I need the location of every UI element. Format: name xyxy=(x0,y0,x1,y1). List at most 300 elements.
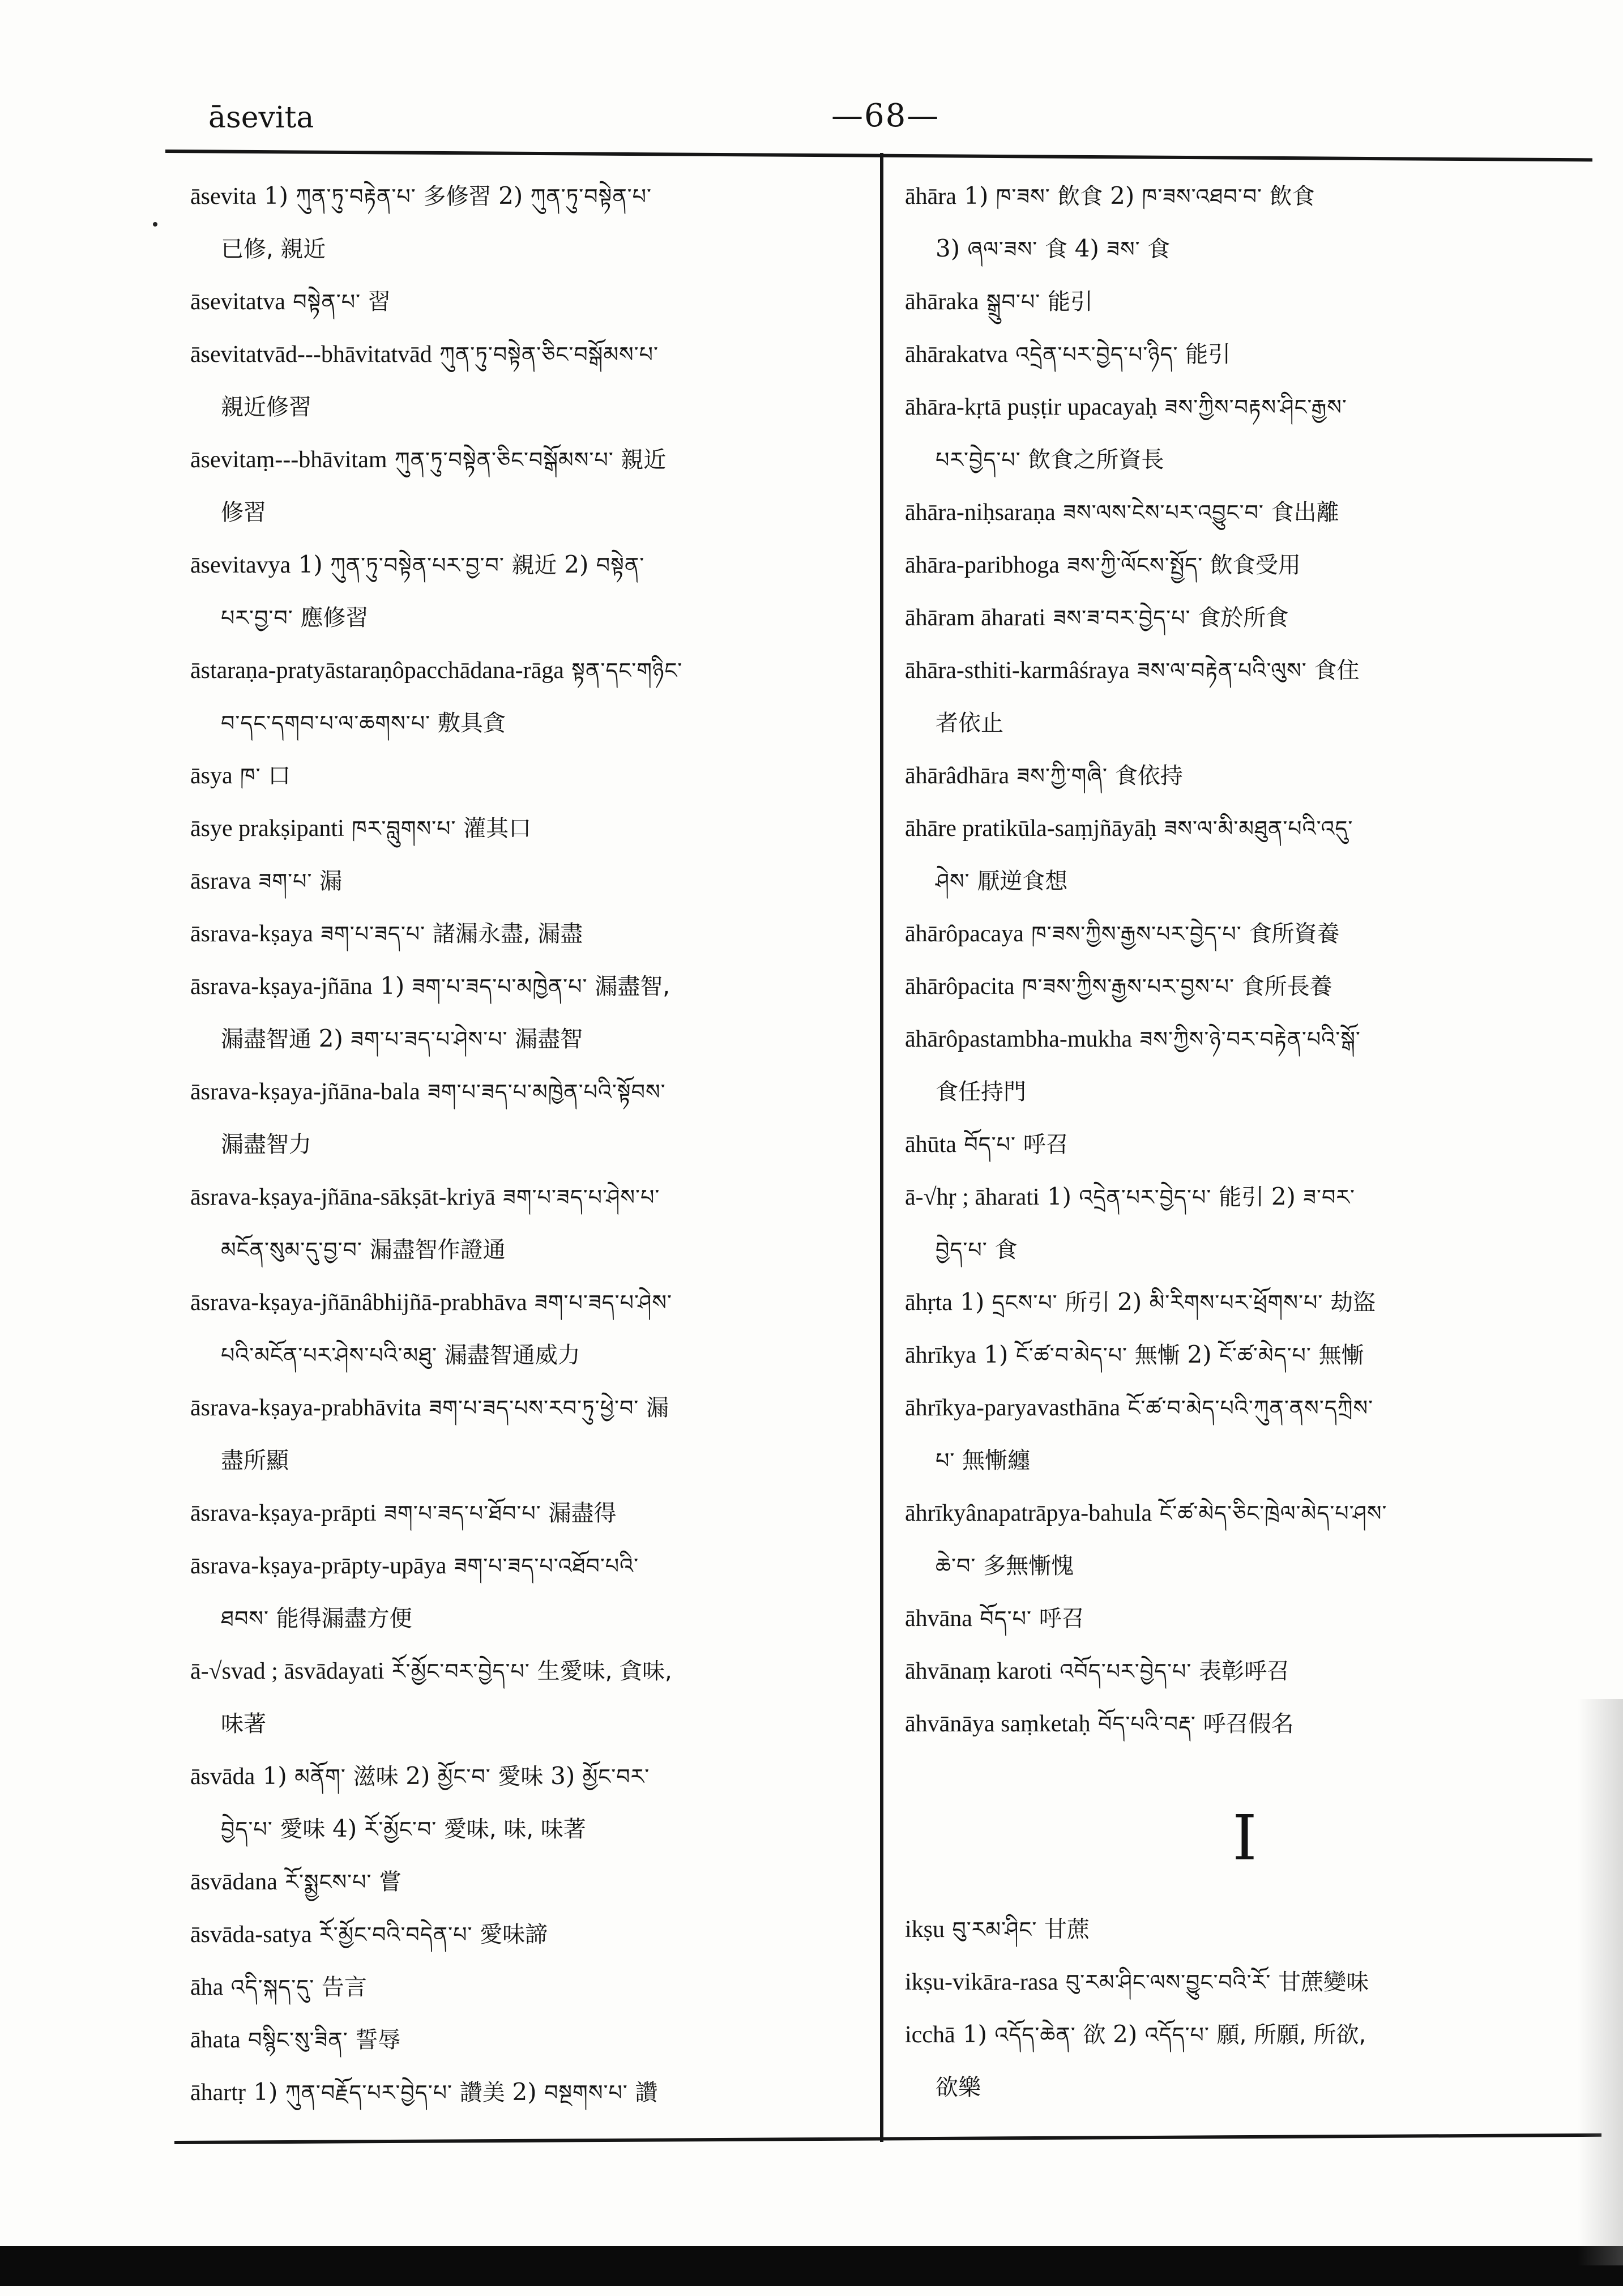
chinese-translation: 劫盜 xyxy=(1323,1290,1376,1316)
dictionary-entry xyxy=(190,749,870,802)
entry-line xyxy=(190,1645,870,1697)
chinese-translation: 漏盡智通威力 xyxy=(437,1342,580,1368)
entry-headword: āhāra xyxy=(905,183,956,210)
entry-headword: āsrava-kṣaya-prabhāvita xyxy=(190,1395,422,1421)
dictionary-entry xyxy=(905,591,1584,644)
dictionary-entry xyxy=(905,1903,1584,1956)
dictionary-entry xyxy=(190,1276,870,1381)
tibetan-equivalent: ཟག་པ་ཟད་པ་ཤེས་པ་ xyxy=(503,1185,660,1210)
entry-line xyxy=(190,170,870,223)
entry-line xyxy=(905,1118,1584,1171)
entry-line xyxy=(190,1171,870,1223)
chinese-translation: 漏盡智, xyxy=(587,974,670,1000)
entry-line xyxy=(190,2066,870,2119)
entry-headword: āsrava-kṣaya-prāpty-upāya xyxy=(190,1553,447,1579)
chinese-translation: 親近修習 xyxy=(221,394,311,420)
dictionary-entry xyxy=(905,644,1584,749)
entry-continuation-line xyxy=(905,433,1584,486)
dictionary-entry xyxy=(905,1381,1584,1487)
chinese-translation: 敷具貪 xyxy=(430,710,506,736)
entry-number: 2) xyxy=(564,550,596,578)
tibetan-equivalent: བོད་པ་ xyxy=(980,1606,1032,1631)
entry-number: 3) xyxy=(550,1762,583,1790)
tibetan-equivalent: ཁ་ xyxy=(240,763,261,788)
tibetan-equivalent: རོ་སྨྱངས་པ་ xyxy=(285,1870,372,1894)
entry-number xyxy=(344,814,352,842)
chinese-translation: 漏盡智 xyxy=(507,1026,583,1052)
tibetan-equivalent: ངོ་ཚ་མེད་པ་ xyxy=(1219,1343,1312,1368)
dictionary-entry xyxy=(190,802,870,855)
entry-headword: āsrava-kṣaya-jñānâbhijñā-prabhāva xyxy=(190,1290,527,1316)
tibetan-equivalent: ཟས་ཀྱི་གཞི་ xyxy=(1016,763,1108,788)
entry-number xyxy=(1008,340,1015,368)
chinese-translation: 食依持 xyxy=(1108,763,1183,789)
entry-line xyxy=(905,802,1584,855)
entry-headword: āhārôpastambha-mukha xyxy=(905,1026,1133,1052)
entry-line xyxy=(905,170,1584,223)
entry-line xyxy=(905,1171,1584,1223)
tibetan-equivalent: ཟས་ཟ་བར་བྱེད་པ་ xyxy=(1053,605,1191,630)
entry-headword: āsevitavya xyxy=(190,552,291,578)
entry-number: 1) xyxy=(256,182,296,210)
scan-edge-shadow xyxy=(1578,1699,1623,2265)
entry-continuation-line xyxy=(190,1118,870,1171)
dictionary-entry xyxy=(190,1645,870,1750)
entry-continuation-line xyxy=(190,1013,870,1065)
tibetan-equivalent: རོ་མྱོང་བ་ xyxy=(364,1817,437,1842)
entry-number: 1) xyxy=(956,182,996,210)
tibetan-equivalent: བུ་རམ་ཤིང་ལས་བྱུང་བའི་རོ་ xyxy=(1065,1970,1271,1995)
tibetan-equivalent: ཟས་ཀྱིས་ཉེ་བར་བརྟེན་པའི་སྒོ་ xyxy=(1139,1027,1361,1052)
entry-number: 4) xyxy=(1074,234,1107,262)
dictionary-entry xyxy=(190,855,870,907)
chinese-translation: 應修習 xyxy=(293,605,369,631)
chinese-translation: 已修, 親近 xyxy=(221,236,326,262)
entry-number xyxy=(233,761,240,789)
entry-continuation-line xyxy=(190,697,870,749)
entry-number xyxy=(1120,1393,1127,1421)
tibetan-equivalent: ཟས་ཀྱི་ལོངས་སྤྱོད་ xyxy=(1067,553,1203,578)
dictionary-entry xyxy=(905,1329,1584,1381)
entry-number: 4) xyxy=(332,1815,365,1842)
entry-headword: āhvānāya saṃketaḥ xyxy=(905,1711,1091,1737)
chinese-translation: 飲食 xyxy=(1050,183,1111,210)
entry-number: 1) xyxy=(291,550,331,578)
dictionary-entry xyxy=(905,170,1584,275)
entry-number xyxy=(972,1604,980,1632)
entry-number xyxy=(385,1657,392,1684)
page-number: —68— xyxy=(831,97,940,134)
entry-line xyxy=(190,1750,870,1803)
chinese-translation: 多修習 xyxy=(416,183,499,210)
dictionary-entry xyxy=(190,275,870,328)
entry-headword: āhrīkyânapatrāpya-bahula xyxy=(905,1500,1152,1526)
chinese-translation: 無慚 xyxy=(1127,1342,1188,1368)
tibetan-equivalent: ཟས་ xyxy=(1107,237,1141,262)
tibetan-equivalent: འདྲེན་པར་བྱེད་པ་ xyxy=(1079,1185,1212,1210)
entry-headword: āsevitatvād---bhāvitatvād xyxy=(190,342,432,368)
chinese-translation: 食所資養 xyxy=(1241,921,1340,947)
dictionary-entry xyxy=(190,1487,870,1539)
entry-number xyxy=(446,1551,454,1579)
entry-continuation-line xyxy=(190,1803,870,1855)
tibetan-equivalent: མངོན་སུམ་དུ་བྱ་བ་ xyxy=(221,1237,362,1262)
tibetan-equivalent: བུ་རམ་ཤིང་ xyxy=(952,1917,1037,1942)
tibetan-equivalent: ཁ་ཟས་ཀྱིས་རྒྱས་པར་བྱེད་པ་ xyxy=(1031,921,1242,946)
entry-number: 2) xyxy=(512,2078,544,2106)
dictionary-entry xyxy=(190,1855,870,1908)
dictionary-entry xyxy=(905,2008,1584,2114)
entry-headword: āhartṛ xyxy=(190,2080,246,2106)
entry-number xyxy=(1132,1025,1139,1052)
chinese-translation: 呼召 xyxy=(1031,1606,1084,1632)
tibetan-equivalent: ཟས་ལ་བརྟེན་པའི་ལུས་ xyxy=(1137,658,1307,683)
entry-line xyxy=(905,1592,1584,1645)
entry-headword: āsevita xyxy=(190,183,257,210)
tibetan-equivalent: འདི་སྐད་དུ་ xyxy=(230,1975,315,2000)
chinese-translation: 厭逆食想 xyxy=(969,868,1068,894)
entry-headword: āsvāda-satya xyxy=(190,1922,312,1948)
entry-headword: āsrava xyxy=(190,868,251,894)
entry-number: 2) xyxy=(1110,182,1142,210)
tibetan-equivalent: བསྟེན་པ་ xyxy=(293,289,361,314)
chinese-translation: 親近 xyxy=(504,552,565,578)
entry-number xyxy=(223,1973,230,2000)
chinese-translation: 能引 xyxy=(1211,1184,1271,1210)
entry-headword: āhvāna xyxy=(905,1606,972,1632)
chinese-translation: 呼召假名 xyxy=(1195,1711,1294,1737)
entry-number: 3) xyxy=(936,234,968,262)
tibetan-equivalent: ཀུན་ཏུ་བསྟེན་པར་བྱ་བ་ xyxy=(330,553,505,578)
tibetan-equivalent: འདོད་ཆེན་ xyxy=(994,2022,1076,2047)
chinese-translation: 愛味 xyxy=(490,1764,551,1790)
entry-line xyxy=(905,644,1584,697)
dictionary-entry xyxy=(190,1381,870,1487)
chinese-translation: 諸漏永盡, 漏盡 xyxy=(425,921,583,947)
tibetan-equivalent: ཀུན་བརྗོད་པར་བྱེད་པ་ xyxy=(285,2080,453,2105)
entry-headword: āsevitatva xyxy=(190,289,285,315)
chinese-translation: 表彰呼召 xyxy=(1191,1658,1290,1684)
tibetan-equivalent: ངོ་ཚ་མེད་ཅིང་ཁྲེལ་མེད་པ་ཤས་ xyxy=(1159,1501,1387,1526)
entry-number xyxy=(285,287,293,315)
entry-line xyxy=(190,855,870,907)
tibetan-equivalent: རོ་མྱོང་བར་བྱེད་པ་ xyxy=(391,1659,530,1684)
chinese-translation: 食出離 xyxy=(1263,500,1339,526)
entry-number: 2) xyxy=(318,1025,351,1052)
dictionary-entry xyxy=(905,1645,1584,1697)
entry-number: 2) xyxy=(405,1762,438,1790)
tibetan-equivalent: ཟག་པ་ཟད་པ་མཁྱེན་པའི་སྟོབས་ xyxy=(428,1079,666,1104)
entry-headword: āstaraṇa-pratyāstaraṇôpacchādana-rāga xyxy=(190,658,564,684)
chinese-translation: 欲樂 xyxy=(936,2075,981,2101)
entry-continuation-line xyxy=(190,1697,870,1750)
chinese-translation: 漏盡智通 xyxy=(221,1026,319,1052)
entry-headword: āhāra-niḥsaraṇa xyxy=(905,500,1056,526)
entry-line xyxy=(190,644,870,697)
tibetan-equivalent: ཟག་པ་ཟད་པ་འཐོབ་པའི་ xyxy=(454,1554,639,1578)
dictionary-entry xyxy=(905,1171,1584,1276)
entry-headword: āhārôpacaya xyxy=(905,921,1024,947)
tibetan-equivalent: འབོད་པར་བྱེད་པ་ xyxy=(1060,1659,1192,1684)
chinese-translation: 讚美 xyxy=(452,2080,512,2106)
dictionary-entry xyxy=(905,275,1584,328)
tibetan-equivalent: ངོ་ཚ་བ་མེད་པའི་ཀུན་ནས་དཀྲིས་ xyxy=(1127,1395,1374,1420)
dictionary-entry xyxy=(905,1697,1584,1750)
dictionary-entry xyxy=(190,1065,870,1171)
chinese-translation: 飲食 xyxy=(1262,183,1315,210)
entry-number xyxy=(277,1867,285,1895)
chinese-translation: 漏 xyxy=(312,868,343,894)
scan-speck xyxy=(153,222,157,227)
column-divider xyxy=(880,153,883,2142)
entry-line xyxy=(905,539,1584,591)
chinese-translation: 誓辱 xyxy=(348,2027,401,2053)
tibetan-equivalent: བྱེད་པ་ xyxy=(936,1237,988,1262)
tibetan-equivalent: དྲངས་པ་ xyxy=(992,1290,1058,1315)
entry-headword: āhārakatva xyxy=(905,342,1008,368)
tibetan-equivalent: བསྙིང་སུ་ཟིན་ xyxy=(247,2028,348,2052)
entry-continuation-line xyxy=(190,381,870,433)
chinese-translation: 告言 xyxy=(314,1974,367,2000)
dictionary-entry xyxy=(190,2066,870,2119)
entry-headword: āsrava-kṣaya xyxy=(190,921,313,947)
entry-continuation-line xyxy=(905,1434,1584,1487)
entry-headword: āhāraka xyxy=(905,289,979,315)
tibetan-equivalent: བསྔགས་པ་ xyxy=(544,2080,628,2105)
entry-headword: āhāra-paribhoga xyxy=(905,552,1060,578)
entry-line xyxy=(190,1855,870,1908)
tibetan-equivalent: འདྲེན་པར་བྱེད་པ་ཉིད་ xyxy=(1015,342,1178,367)
chinese-translation: 食 xyxy=(1140,236,1171,262)
tibetan-equivalent: བསྟེན་ xyxy=(596,553,645,578)
entry-number xyxy=(1058,1968,1066,1995)
entry-continuation-line xyxy=(905,697,1584,749)
entry-number xyxy=(1156,814,1164,842)
tibetan-equivalent: ཟག་པ་ xyxy=(258,869,313,894)
entry-headword: āhāram āharati xyxy=(905,605,1046,631)
chinese-translation: 多無慚愧 xyxy=(976,1553,1074,1579)
tibetan-equivalent: ཁར་བླུགས་པ་ xyxy=(352,816,456,841)
entry-headword: ā-√svad ; āsvādayati xyxy=(190,1658,385,1684)
dictionary-entry xyxy=(190,1750,870,1855)
entry-line xyxy=(190,1539,870,1592)
entry-continuation-line xyxy=(905,223,1584,275)
chinese-translation: 甘蔗 xyxy=(1037,1917,1090,1943)
chinese-translation: 盡所顯 xyxy=(221,1448,289,1474)
chinese-translation: 呼召 xyxy=(1016,1132,1069,1158)
chinese-translation: 漏盡智作證通 xyxy=(362,1237,506,1263)
entry-line xyxy=(905,1276,1584,1329)
entry-line xyxy=(905,1013,1584,1065)
chinese-translation: 欲 xyxy=(1075,2022,1113,2048)
entry-line xyxy=(905,2008,1584,2061)
entry-number xyxy=(421,1393,429,1421)
chinese-translation: 甘蔗變味 xyxy=(1271,1969,1369,1995)
entry-continuation-line xyxy=(190,486,870,539)
chinese-translation: 所引 xyxy=(1057,1290,1118,1316)
dictionary-entry xyxy=(190,2013,870,2066)
entry-continuation-line xyxy=(905,1065,1584,1118)
entry-line xyxy=(905,749,1584,802)
chinese-translation: 食住 xyxy=(1306,658,1360,684)
tibetan-equivalent: བ་དང་དགབ་པ་ལ་ཆགས་པ་ xyxy=(221,711,431,736)
entry-line xyxy=(190,802,870,855)
entry-number xyxy=(1152,1499,1159,1526)
dictionary-entry xyxy=(905,1592,1584,1645)
entry-number xyxy=(496,1183,503,1210)
chinese-translation: 無慚纏 xyxy=(955,1448,1031,1474)
entry-headword: icchā xyxy=(905,2022,955,2048)
entry-headword: āhrīkya xyxy=(905,1342,976,1368)
entry-continuation-line xyxy=(190,1592,870,1645)
tibetan-equivalent: འདོད་པ་ xyxy=(1144,2022,1210,2047)
dictionary-entry xyxy=(190,1171,870,1276)
entry-number xyxy=(1045,603,1053,631)
entry-headword: ikṣu xyxy=(905,1917,945,1943)
dictionary-entry xyxy=(905,1013,1584,1118)
tibetan-equivalent: པ་ xyxy=(936,1448,955,1473)
entry-number xyxy=(956,1130,964,1158)
entry-number xyxy=(1009,761,1016,789)
tibetan-equivalent: རོ་མྱོང་བའི་བདེན་པ་ xyxy=(319,1922,473,1947)
entry-line xyxy=(905,275,1584,328)
top-rule xyxy=(165,150,1592,161)
entry-number: 2) xyxy=(1271,1183,1304,1210)
entry-headword: āsvādana xyxy=(190,1869,277,1895)
entry-line xyxy=(905,960,1584,1013)
entry-number xyxy=(1091,1709,1098,1737)
entry-line xyxy=(190,960,870,1013)
entry-number: 1) xyxy=(955,2020,995,2048)
entry-line xyxy=(190,1065,870,1118)
dictionary-entry xyxy=(905,1956,1584,2008)
chinese-translation: 食 xyxy=(1037,236,1075,262)
entry-line xyxy=(905,1903,1584,1956)
chinese-translation: 愛味, 味, 味著 xyxy=(437,1816,586,1842)
tibetan-equivalent: ཟག་པ་ཟད་པ་ཤེས་པ་ xyxy=(351,1027,508,1052)
chinese-translation: 味著 xyxy=(221,1711,266,1737)
tibetan-equivalent: ངོ་ཚ་བ་མེད་པ་ xyxy=(1015,1343,1128,1368)
tibetan-equivalent: ཀུན་ཏུ་བསྟེན་པ་ xyxy=(530,184,652,209)
entry-line xyxy=(190,749,870,802)
bottom-rule xyxy=(174,2133,1601,2144)
entry-number xyxy=(313,919,321,947)
entry-number: 2) xyxy=(1187,1341,1219,1368)
dictionary-entry xyxy=(190,644,870,749)
tibetan-equivalent: ཁ་ཟས་ xyxy=(996,184,1050,209)
entry-number: 1) xyxy=(245,2078,285,2106)
chinese-translation: 修習 xyxy=(221,500,266,526)
tibetan-equivalent: ཟག་པ་ཟད་པ་མཁྱེན་པ་ xyxy=(412,974,588,999)
entry-number: 2) xyxy=(498,182,531,210)
dictionary-entry xyxy=(190,907,870,960)
tibetan-equivalent: ཟག་པ་ཟད་པས་རབ་ཏུ་ཕྱེ་བ་ xyxy=(429,1395,639,1420)
tibetan-equivalent: མི་རིགས་པར་ཕྲོགས་པ་ xyxy=(1149,1290,1323,1315)
tibetan-equivalent: ཟས་ལས་ངེས་པར་འབྱུང་བ་ xyxy=(1063,500,1264,525)
tibetan-equivalent: ཆེ་བ་ xyxy=(936,1554,976,1578)
entry-headword: āhārâdhāra xyxy=(905,763,1010,789)
entry-number xyxy=(564,656,571,684)
chinese-translation: 者依止 xyxy=(936,710,1003,736)
chinese-translation: 灌其口 xyxy=(456,816,532,842)
chinese-translation: 生愛味, 貪味, xyxy=(529,1658,672,1684)
entry-line xyxy=(190,907,870,960)
entry-headword: ā-√hṛ ; āharati xyxy=(905,1184,1040,1210)
entry-line xyxy=(190,1487,870,1539)
entry-number xyxy=(1024,919,1031,947)
tibetan-equivalent: ཟག་པ་ཟད་པ་ xyxy=(321,921,426,946)
tibetan-equivalent: ཞལ་ཟས་ xyxy=(967,237,1038,262)
entry-headword: āsye prakṣipanti xyxy=(190,816,344,842)
tibetan-equivalent: སྟན་དང་གཉིང་ xyxy=(571,658,683,683)
entry-headword: āhvānaṃ karoti xyxy=(905,1658,1053,1684)
running-head-word: āsevita xyxy=(208,101,314,135)
entry-number xyxy=(251,867,258,894)
dictionary-entry xyxy=(905,1487,1584,1592)
dictionary-entry xyxy=(190,539,870,644)
dictionary-entry xyxy=(905,749,1584,802)
entry-number xyxy=(1060,550,1067,578)
entry-headword: āsevitaṃ---bhāvitam xyxy=(190,447,387,473)
entry-continuation-line xyxy=(190,1434,870,1487)
chinese-translation: 滋味 xyxy=(345,1764,406,1790)
entry-number xyxy=(1056,498,1063,526)
entry-line xyxy=(905,381,1584,433)
entry-number xyxy=(312,1920,319,1948)
entry-number: 1) xyxy=(976,1341,1016,1368)
chinese-translation: 能得漏盡方便 xyxy=(268,1606,412,1632)
tibetan-equivalent: ཟས་ཀྱིས་བརྟས་ཤིང་རྒྱས་ xyxy=(1164,395,1347,420)
left-column xyxy=(190,170,870,2119)
tibetan-equivalent: ཟག་པ་ཟད་པ་ཤེས་ xyxy=(535,1290,672,1315)
chinese-translation: 漏 xyxy=(639,1395,669,1421)
chinese-translation: 能引 xyxy=(1178,342,1231,368)
tibetan-equivalent: མྱོང་བ་ xyxy=(437,1764,491,1789)
scan-bottom-edge xyxy=(0,2246,1623,2286)
dictionary-entry xyxy=(905,486,1584,539)
entry-continuation-line xyxy=(190,223,870,275)
chinese-translation: 漏盡得 xyxy=(541,1500,617,1526)
tibetan-equivalent: སྒྲུབ་པ་ xyxy=(986,289,1041,314)
entry-line xyxy=(905,591,1584,644)
tibetan-equivalent: ཁ་ཟས་ཀྱིས་རྒྱས་པར་བྱས་པ་ xyxy=(1022,974,1235,999)
tibetan-equivalent: ཟ་བར་ xyxy=(1303,1185,1356,1210)
entry-number xyxy=(241,2025,248,2053)
tibetan-equivalent: མྱོང་བར་ xyxy=(582,1764,650,1789)
tibetan-equivalent: ཟས་ལ་མི་མཐུན་པའི་འདུ་ xyxy=(1164,816,1353,841)
tibetan-equivalent: ཤེས་ xyxy=(936,869,970,894)
chinese-translation: 食任持門 xyxy=(936,1079,1026,1105)
dictionary-entry xyxy=(190,433,870,539)
entry-line xyxy=(190,433,870,486)
entry-line xyxy=(905,1381,1584,1434)
entry-headword: ikṣu-vikāra-rasa xyxy=(905,1969,1058,1995)
chinese-translation: 愛味 xyxy=(272,1816,333,1842)
dictionary-entry xyxy=(905,802,1584,907)
chinese-translation: 親近 xyxy=(613,447,667,473)
tibetan-equivalent: བོད་པའི་བརྡ་ xyxy=(1098,1712,1196,1736)
entry-continuation-line xyxy=(905,1539,1584,1592)
entry-number xyxy=(979,287,986,315)
chinese-translation: 無慚 xyxy=(1311,1342,1364,1368)
entry-headword: āhārôpacita xyxy=(905,974,1015,1000)
entry-number: 1) xyxy=(1039,1183,1079,1210)
entry-line xyxy=(905,1329,1584,1381)
entry-headword: āhata xyxy=(190,2027,241,2053)
entry-headword: āhṛta xyxy=(905,1290,953,1316)
entry-headword: āsrava-kṣaya-prāpti xyxy=(190,1500,377,1526)
entry-number xyxy=(945,1915,952,1943)
